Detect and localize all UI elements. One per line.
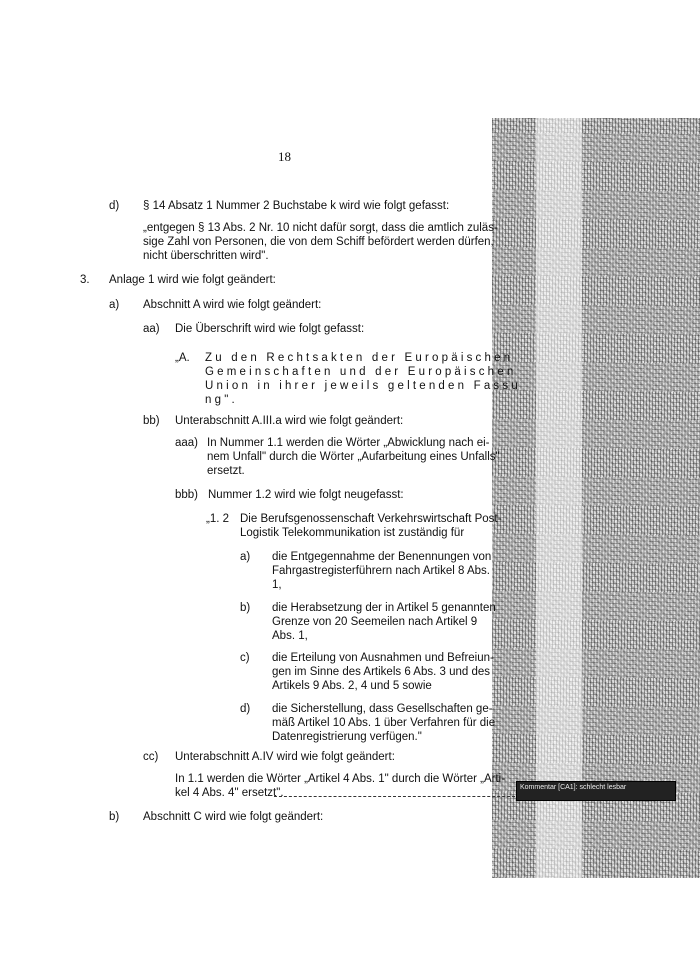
sub-a-label: a) <box>240 551 251 563</box>
item-b-text: Abschnitt C wird wie folgt geändert: <box>143 811 324 823</box>
item-cc-text: Unterabschnitt A.IV wird wie folgt geändert: <box>175 751 395 763</box>
comment-balloon[interactable] <box>516 781 676 801</box>
sub-d-line3: Datenregistrierung verfügen." <box>272 731 422 743</box>
sub-c-line2: gen im Sinne des Artikels 6 Abs. 3 und des <box>272 666 490 678</box>
item-aa-quote-label: „A. <box>175 352 190 364</box>
sub-d-line2: mäß Artikel 10 Abs. 1 über Verfahren für die <box>272 717 496 729</box>
item-aa-quote-line1: Zu den Rechtsakten der Europäischen <box>205 352 514 364</box>
item-bb-text: Unterabschnitt A.III.a wird wie folgt geändert: <box>175 415 404 427</box>
scan-noise-light-band <box>536 118 582 878</box>
sub-b-label: b) <box>240 602 251 614</box>
item-cc-line1: In 1.1 werden die Wörter „Artikel 4 Abs. 1" durch die Wörter „Arti- <box>175 773 506 785</box>
item-aaa-line2: nem Unfall" durch die Wörter „Aufarbeitung eines Unfalls" <box>207 451 500 463</box>
comment-connector-line <box>274 796 520 797</box>
item-a-text: Abschnitt A wird wie folgt geändert: <box>143 299 322 311</box>
item-d-label: d) <box>109 200 120 212</box>
sub-b-line2: Grenze von 20 Seemeilen nach Artikel 9 <box>272 616 478 628</box>
n12-label: „1. 2 <box>206 513 230 525</box>
sub-a-line3: 1, <box>272 579 282 591</box>
item-bbb-label: bbb) <box>175 489 199 501</box>
item-cc-label: cc) <box>143 751 159 763</box>
item-d-quote-line1: „entgegen § 13 Abs. 2 Nr. 10 nicht dafür sorgt, dass die amtlich zuläs- <box>143 222 498 234</box>
item-bb-label: bb) <box>143 415 160 427</box>
sub-d-label: d) <box>240 703 251 715</box>
comment-text: Kommentar [CA1]: schlecht lesbar <box>520 784 627 791</box>
sub-b-line1: die Herabsetzung der in Artikel 5 genannten <box>272 602 496 614</box>
item-aa-text: Die Überschrift wird wie folgt gefasst: <box>175 323 365 335</box>
sub-c-label: c) <box>240 652 250 664</box>
item-aaa-line3: ersetzt. <box>207 465 245 477</box>
item-d-heading: § 14 Absatz 1 Nummer 2 Buchstabe k wird wie folgt gefasst: <box>143 200 450 212</box>
sub-d-line1: die Sicherstellung, dass Gesellschaften ge- <box>272 703 493 715</box>
item-aa-quote-line2: Gemeinschaften und der Europäischen <box>205 366 517 378</box>
page-number: 18 <box>278 149 291 164</box>
item-3-label: 3. <box>80 274 90 286</box>
scan-noise-margin <box>492 118 700 878</box>
item-3-text: Anlage 1 wird wie folgt geändert: <box>109 274 276 286</box>
item-b-label: b) <box>109 811 120 823</box>
item-a-label: a) <box>109 299 120 311</box>
item-bbb-text: Nummer 1.2 wird wie folgt neugefasst: <box>208 489 404 501</box>
item-d-quote-line3: nicht überschritten wird". <box>143 250 269 262</box>
sub-a-line2: Fahrgastregisterführern nach Artikel 8 Abs. <box>272 565 490 577</box>
item-d-quote-line2: sige Zahl von Personen, die von dem Schiff befördert werden dürfen, <box>143 236 494 248</box>
sub-b-line3: Abs. 1, <box>272 630 308 642</box>
item-aa-quote-line3: Union in ihrer jeweils geltenden Fassu <box>205 380 521 392</box>
item-aa-quote-line4: ng". <box>205 394 238 406</box>
item-aaa-line1: In Nummer 1.1 werden die Wörter „Abwicklung nach ei- <box>207 437 490 449</box>
sub-c-line1: die Erteilung von Ausnahmen und Befreiun- <box>272 652 494 664</box>
item-aaa-label: aaa) <box>175 437 199 449</box>
item-cc-line2: kel 4 Abs. 4" ersetzt". <box>175 787 284 799</box>
item-aa-label: aa) <box>143 323 160 335</box>
sub-c-line3: Artikels 9 Abs. 2, 4 und 5 sowie <box>272 680 432 692</box>
sub-a-line1: die Entgegennahme der Benennungen von <box>272 551 492 563</box>
n12-line2: Logistik Telekommunikation ist zuständig für <box>240 527 465 539</box>
n12-line1: Die Berufsgenossenschaft Verkehrswirtschaft Post- <box>240 513 502 525</box>
